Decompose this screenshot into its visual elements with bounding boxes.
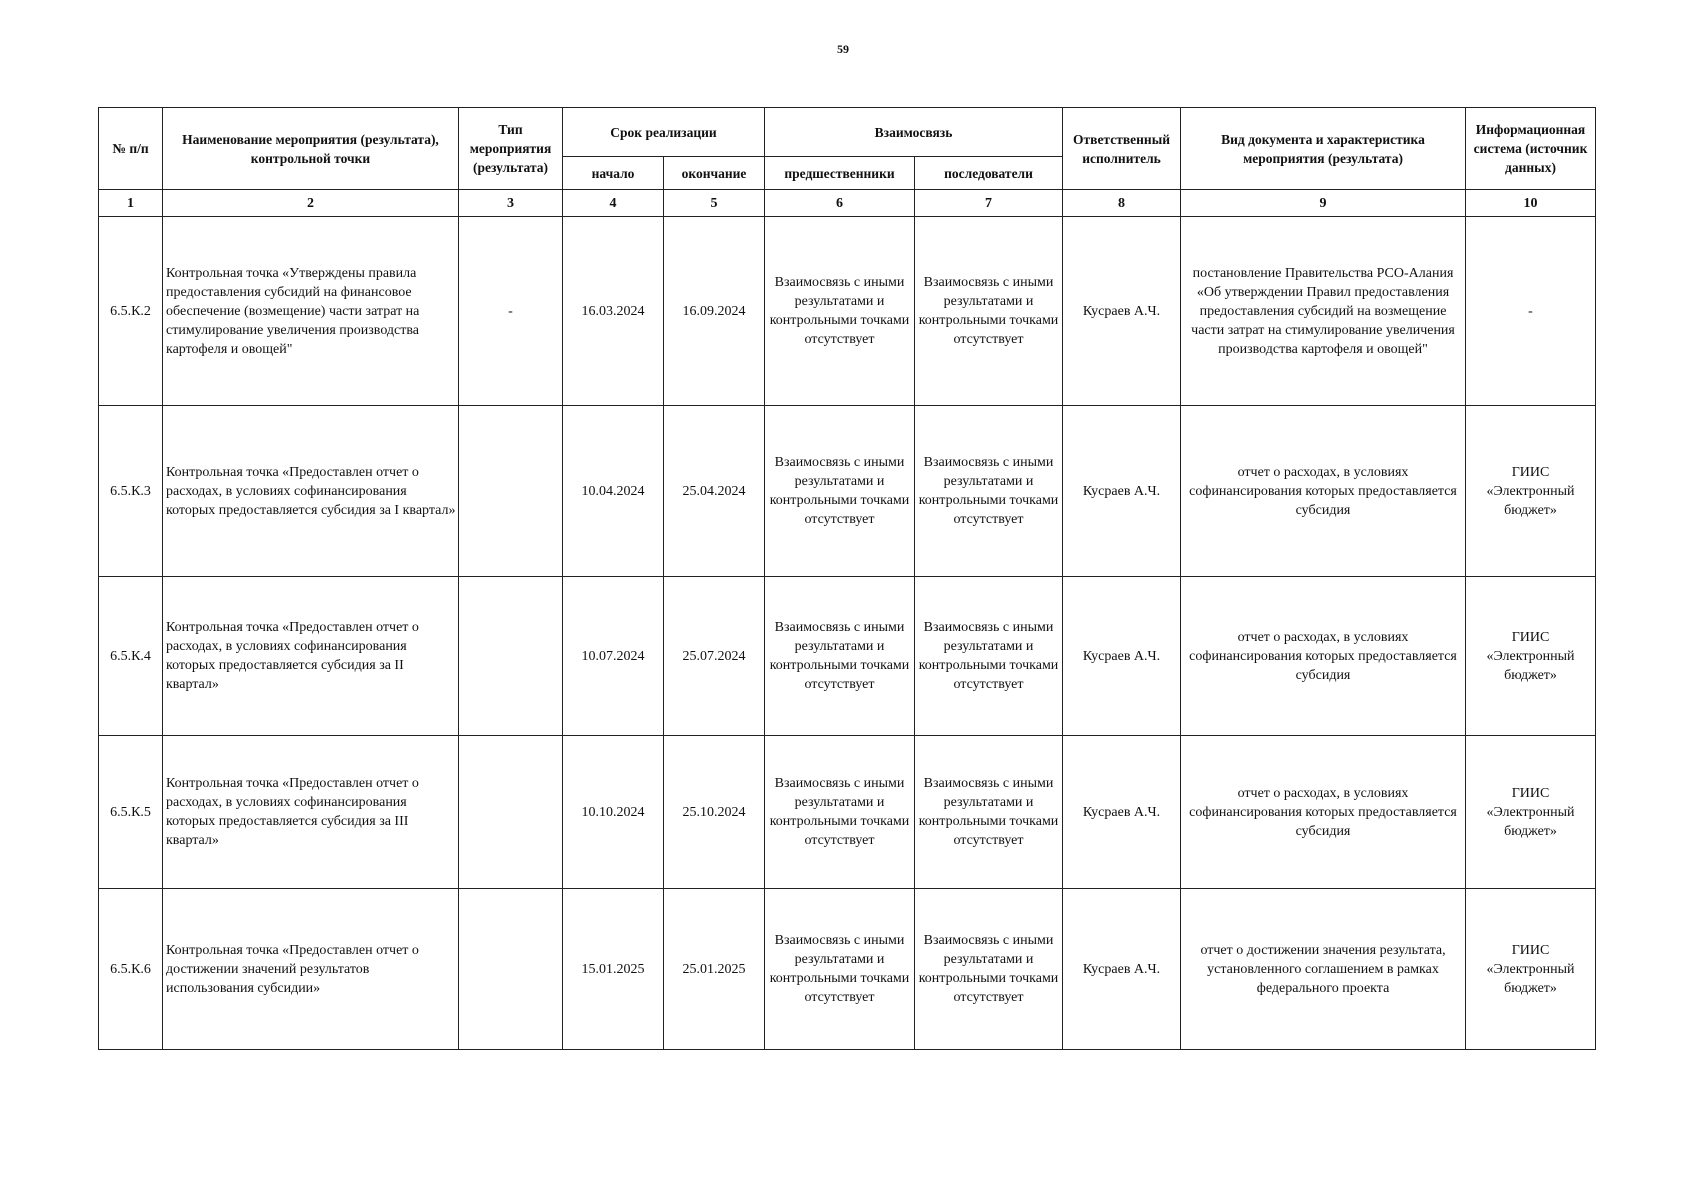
column-number: 4: [563, 190, 664, 217]
table-row: [99, 889, 1596, 1050]
row-info-system: ГИИС «Электронный бюджет»: [1466, 406, 1596, 577]
row-info-system: ГИИС «Электронный бюджет»: [1466, 889, 1596, 1050]
row-info-system: ГИИС «Электронный бюджет»: [1466, 736, 1596, 889]
table-row: [99, 577, 1596, 736]
row-info-system: ГИИС «Электронный бюджет»: [1466, 577, 1596, 736]
column-number: 6: [765, 190, 915, 217]
page-number: 59: [837, 42, 849, 56]
row-type: [459, 406, 563, 577]
header-document: Вид документа и характеристика мероприятия (результата): [1181, 108, 1466, 190]
row-end-date: 25.04.2024: [664, 406, 765, 577]
row-predecessors: Взаимосвязь с иными результатами и контрольными точками отсутствует: [765, 406, 915, 577]
column-number: 3: [459, 190, 563, 217]
column-number: 2: [163, 190, 459, 217]
row-info-system: -: [1466, 217, 1596, 406]
row-predecessors: Взаимосвязь с иными результатами и контрольными точками отсутствует: [765, 217, 915, 406]
row-successors: Взаимосвязь с иными результатами и контрольными точками отсутствует: [915, 736, 1063, 889]
row-start-date: 10.10.2024: [563, 736, 664, 889]
row-responsible: Кусраев А.Ч.: [1063, 736, 1181, 889]
row-start-date: 10.04.2024: [563, 406, 664, 577]
header-responsible: Ответственный исполнитель: [1063, 108, 1181, 190]
column-number: 8: [1063, 190, 1181, 217]
column-number: 10: [1466, 190, 1596, 217]
row-predecessors: Взаимосвязь с иными результатами и контрольными точками отсутствует: [765, 736, 915, 889]
header-relation: Взаимосвязь: [765, 108, 1063, 157]
header-successors: последователи: [915, 157, 1063, 190]
header-info-system: Информационная система (источник данных): [1466, 108, 1596, 190]
column-number: 7: [915, 190, 1063, 217]
column-number: 5: [664, 190, 765, 217]
row-start-date: 10.07.2024: [563, 577, 664, 736]
row-responsible: Кусраев А.Ч.: [1063, 217, 1181, 406]
row-start-date: 16.03.2024: [563, 217, 664, 406]
row-responsible: Кусраев А.Ч.: [1063, 406, 1181, 577]
header-num: № п/п: [99, 108, 163, 190]
column-number: 1: [99, 190, 163, 217]
row-successors: Взаимосвязь с иными результатами и контрольными точками отсутствует: [915, 406, 1063, 577]
table-row: [99, 736, 1596, 889]
column-number-row: [99, 190, 1596, 217]
row-document: отчет о расходах, в условиях софинансирования которых предоставляется субсидия: [1181, 406, 1466, 577]
row-num: 6.5.К.6: [99, 889, 163, 1050]
row-successors: Взаимосвязь с иными результатами и контрольными точками отсутствует: [915, 889, 1063, 1050]
row-name: Контрольная точка «Предоставлен отчет о расходах, в условиях софинансирования которых предоставляется субсидия за III квартал»: [163, 736, 459, 889]
row-name: Контрольная точка «Утверждены правила предоставления субсидий на финансовое обеспечение (возмещение) части затрат на стимулирование увеличения производства картофеля и овощей": [163, 217, 459, 406]
row-successors: Взаимосвязь с иными результатами и контрольными точками отсутствует: [915, 577, 1063, 736]
header-type: Тип мероприятия (результата): [459, 108, 563, 190]
header-name: Наименование мероприятия (результата), контрольной точки: [163, 108, 459, 190]
row-type: -: [459, 217, 563, 406]
row-successors: Взаимосвязь с иными результатами и контрольными точками отсутствует: [915, 217, 1063, 406]
row-predecessors: Взаимосвязь с иными результатами и контрольными точками отсутствует: [765, 577, 915, 736]
column-number: 9: [1181, 190, 1466, 217]
row-num: 6.5.К.4: [99, 577, 163, 736]
row-type: [459, 736, 563, 889]
header-term-end: окончание: [664, 157, 765, 190]
row-end-date: 25.07.2024: [664, 577, 765, 736]
row-name: Контрольная точка «Предоставлен отчет о расходах, в условиях софинансирования которых предоставляется субсидия за I квартал»: [163, 406, 459, 577]
table-row: [99, 217, 1596, 406]
row-end-date: 16.09.2024: [664, 217, 765, 406]
row-document: отчет о расходах, в условиях софинансирования которых предоставляется субсидия: [1181, 577, 1466, 736]
table-row: [99, 406, 1596, 577]
schedule-table: [98, 107, 1596, 1050]
row-predecessors: Взаимосвязь с иными результатами и контрольными точками отсутствует: [765, 889, 915, 1050]
row-document: постановление Правительства РСО-Алания «Об утверждении Правил предоставления предоставления субсидий на возмещение части затрат на стимулирование увеличения производства картофеля и овощей": [1181, 217, 1466, 406]
row-type: [459, 577, 563, 736]
row-num: 6.5.К.5: [99, 736, 163, 889]
row-name: Контрольная точка «Предоставлен отчет о расходах, в условиях софинансирования которых предоставляется субсидия за II квартал»: [163, 577, 459, 736]
header-predecessors: предшественники: [765, 157, 915, 190]
row-name: Контрольная точка «Предоставлен отчет о достижении значений результатов использования субсидии»: [163, 889, 459, 1050]
header-term: Срок реализации: [563, 108, 765, 157]
row-type: [459, 889, 563, 1050]
row-responsible: Кусраев А.Ч.: [1063, 889, 1181, 1050]
row-num: 6.5.К.3: [99, 406, 163, 577]
row-end-date: 25.01.2025: [664, 889, 765, 1050]
row-document: отчет о расходах, в условиях софинансирования которых предоставляется субсидия: [1181, 736, 1466, 889]
header-term-start: начало: [563, 157, 664, 190]
row-responsible: Кусраев А.Ч.: [1063, 577, 1181, 736]
row-end-date: 25.10.2024: [664, 736, 765, 889]
row-num: 6.5.К.2: [99, 217, 163, 406]
row-start-date: 15.01.2025: [563, 889, 664, 1050]
row-document: отчет о достижении значения результата, установленного соглашением в рамках федерального проекта: [1181, 889, 1466, 1050]
